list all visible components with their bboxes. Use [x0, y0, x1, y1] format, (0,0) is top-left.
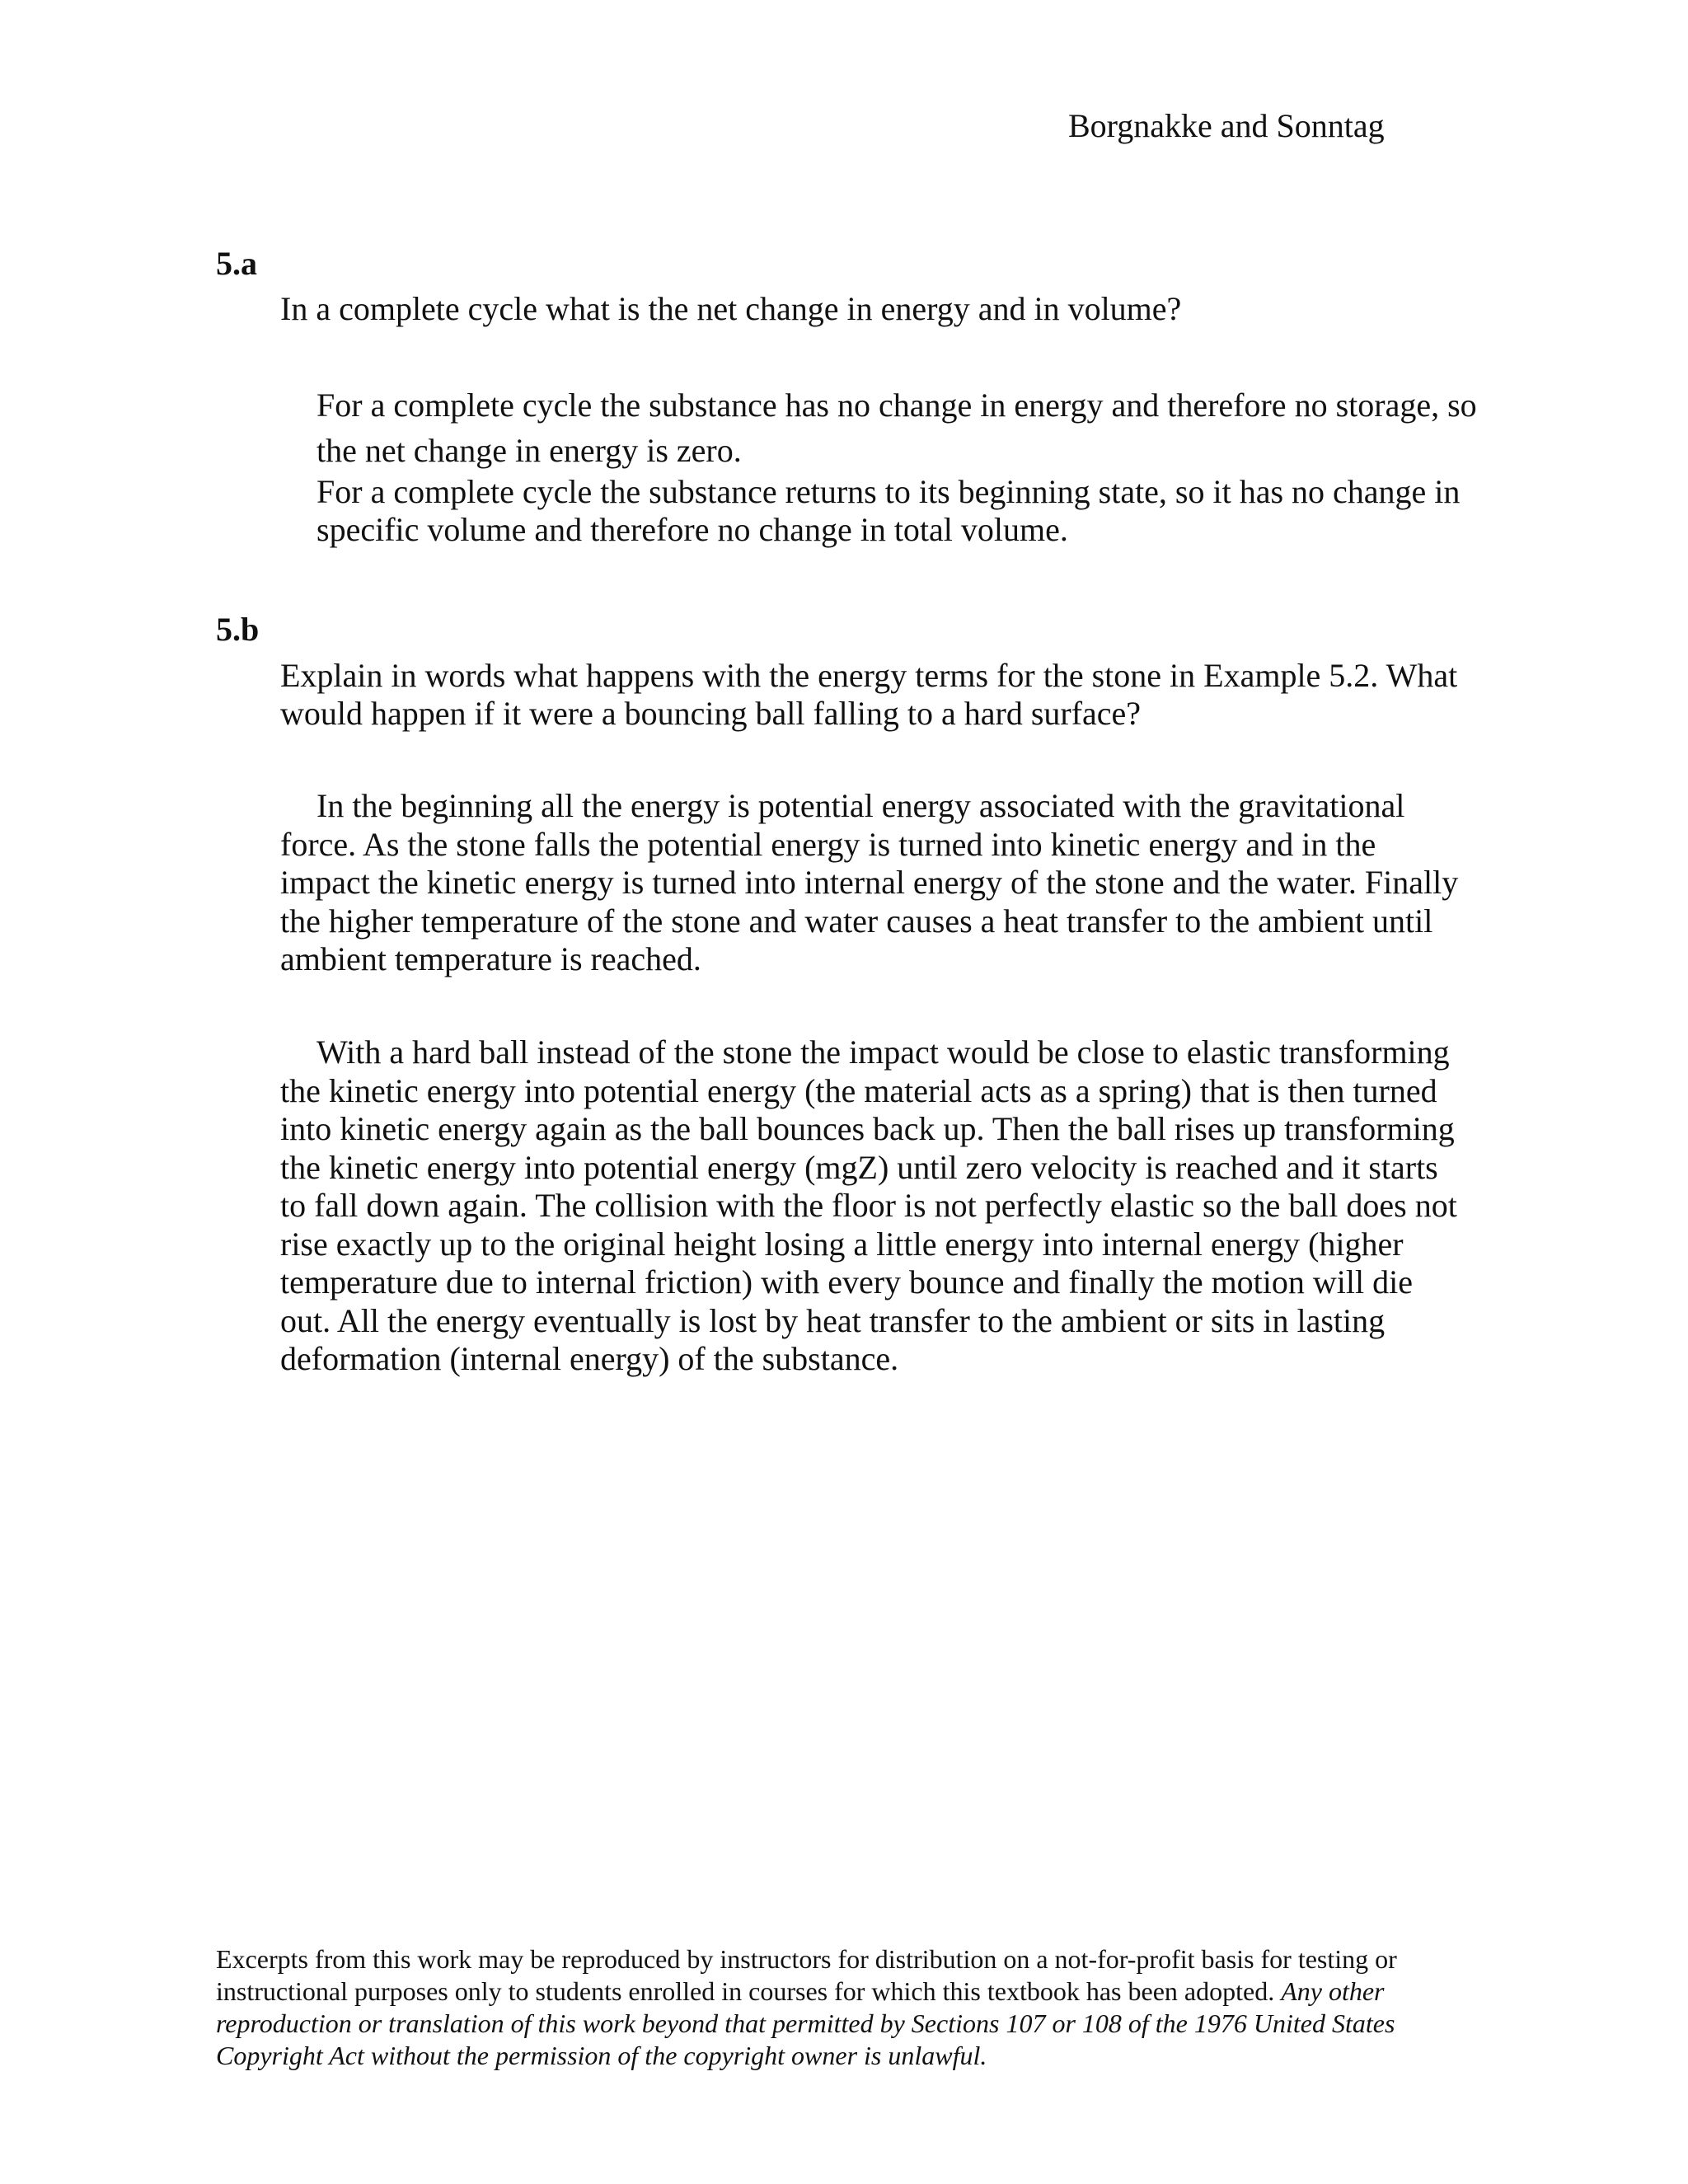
problem-label-5a: 5.a [216, 245, 257, 282]
answer-5a [316, 382, 1487, 549]
problem-label-5b: 5.b [216, 611, 260, 648]
answer-5b-paragraph-1: In the beginning all the energy is potential energy associated with the gravitational force. As the stone falls the potential energy is turned into kinetic energy and in the impact the kinetic energy is turned into internal energy of the stone and the water. Finally the higher temperature of the stone and water causes a heat transfer to the ambient until ambient temperature is reached. [280, 787, 1459, 977]
question-5a: In a complete cycle what is the net change in energy and in volume? [280, 290, 1182, 327]
page-header-authors: Borgnakke and Sonntag [1068, 107, 1385, 144]
copyright-footer [216, 1943, 1485, 2072]
answer-5a-line-2: For a complete cycle the substance returns to its beginning state, so it has no change in specific volume and therefore no change in total volume. [316, 473, 1461, 548]
answer-5b-paragraph-2: With a hard ball instead of the stone the impact would be close to elastic transforming the kinetic energy into potential energy (the material acts as a spring) that is then turned into kinetic energy again as the ball bounces back up. Then the ball rises up transforming the kinetic energy into potential energy (mgZ) until zero velocity is reached and it starts to fall down again. The collision with the floor is not perfectly elastic so the ball does not rise exactly up to the original height losing a little energy into internal energy (higher temperature due to internal friction) with every bounce and finally the motion will die out. All the energy eventually is lost by heat transfer to the ambient or sits in lasting deformation (internal energy) of the substance. [280, 1033, 1457, 1377]
footer-italic-text: Any other reproduction or translation of this work beyond that permitted by Sections 107 or 108 of the 1976 United States Copyright Act without the permission of the copyright owner is unlawful. [216, 1976, 1395, 2070]
footer-normal-text: Excerpts from this work may be reproduced by instructors for distribution on a not-for-profit basis for testing or instructional purposes only to students enrolled in courses for which this textbook has been adopted. [216, 1944, 1397, 2006]
answer-5a-line-1: For a complete cycle the substance has no change in energy and therefore no storage, so the net change in energy is zero. [316, 387, 1477, 469]
question-5b: Explain in words what happens with the energy terms for the stone in Example 5.2. What would happen if it were a bouncing ball falling to a hard surface? [280, 657, 1458, 732]
